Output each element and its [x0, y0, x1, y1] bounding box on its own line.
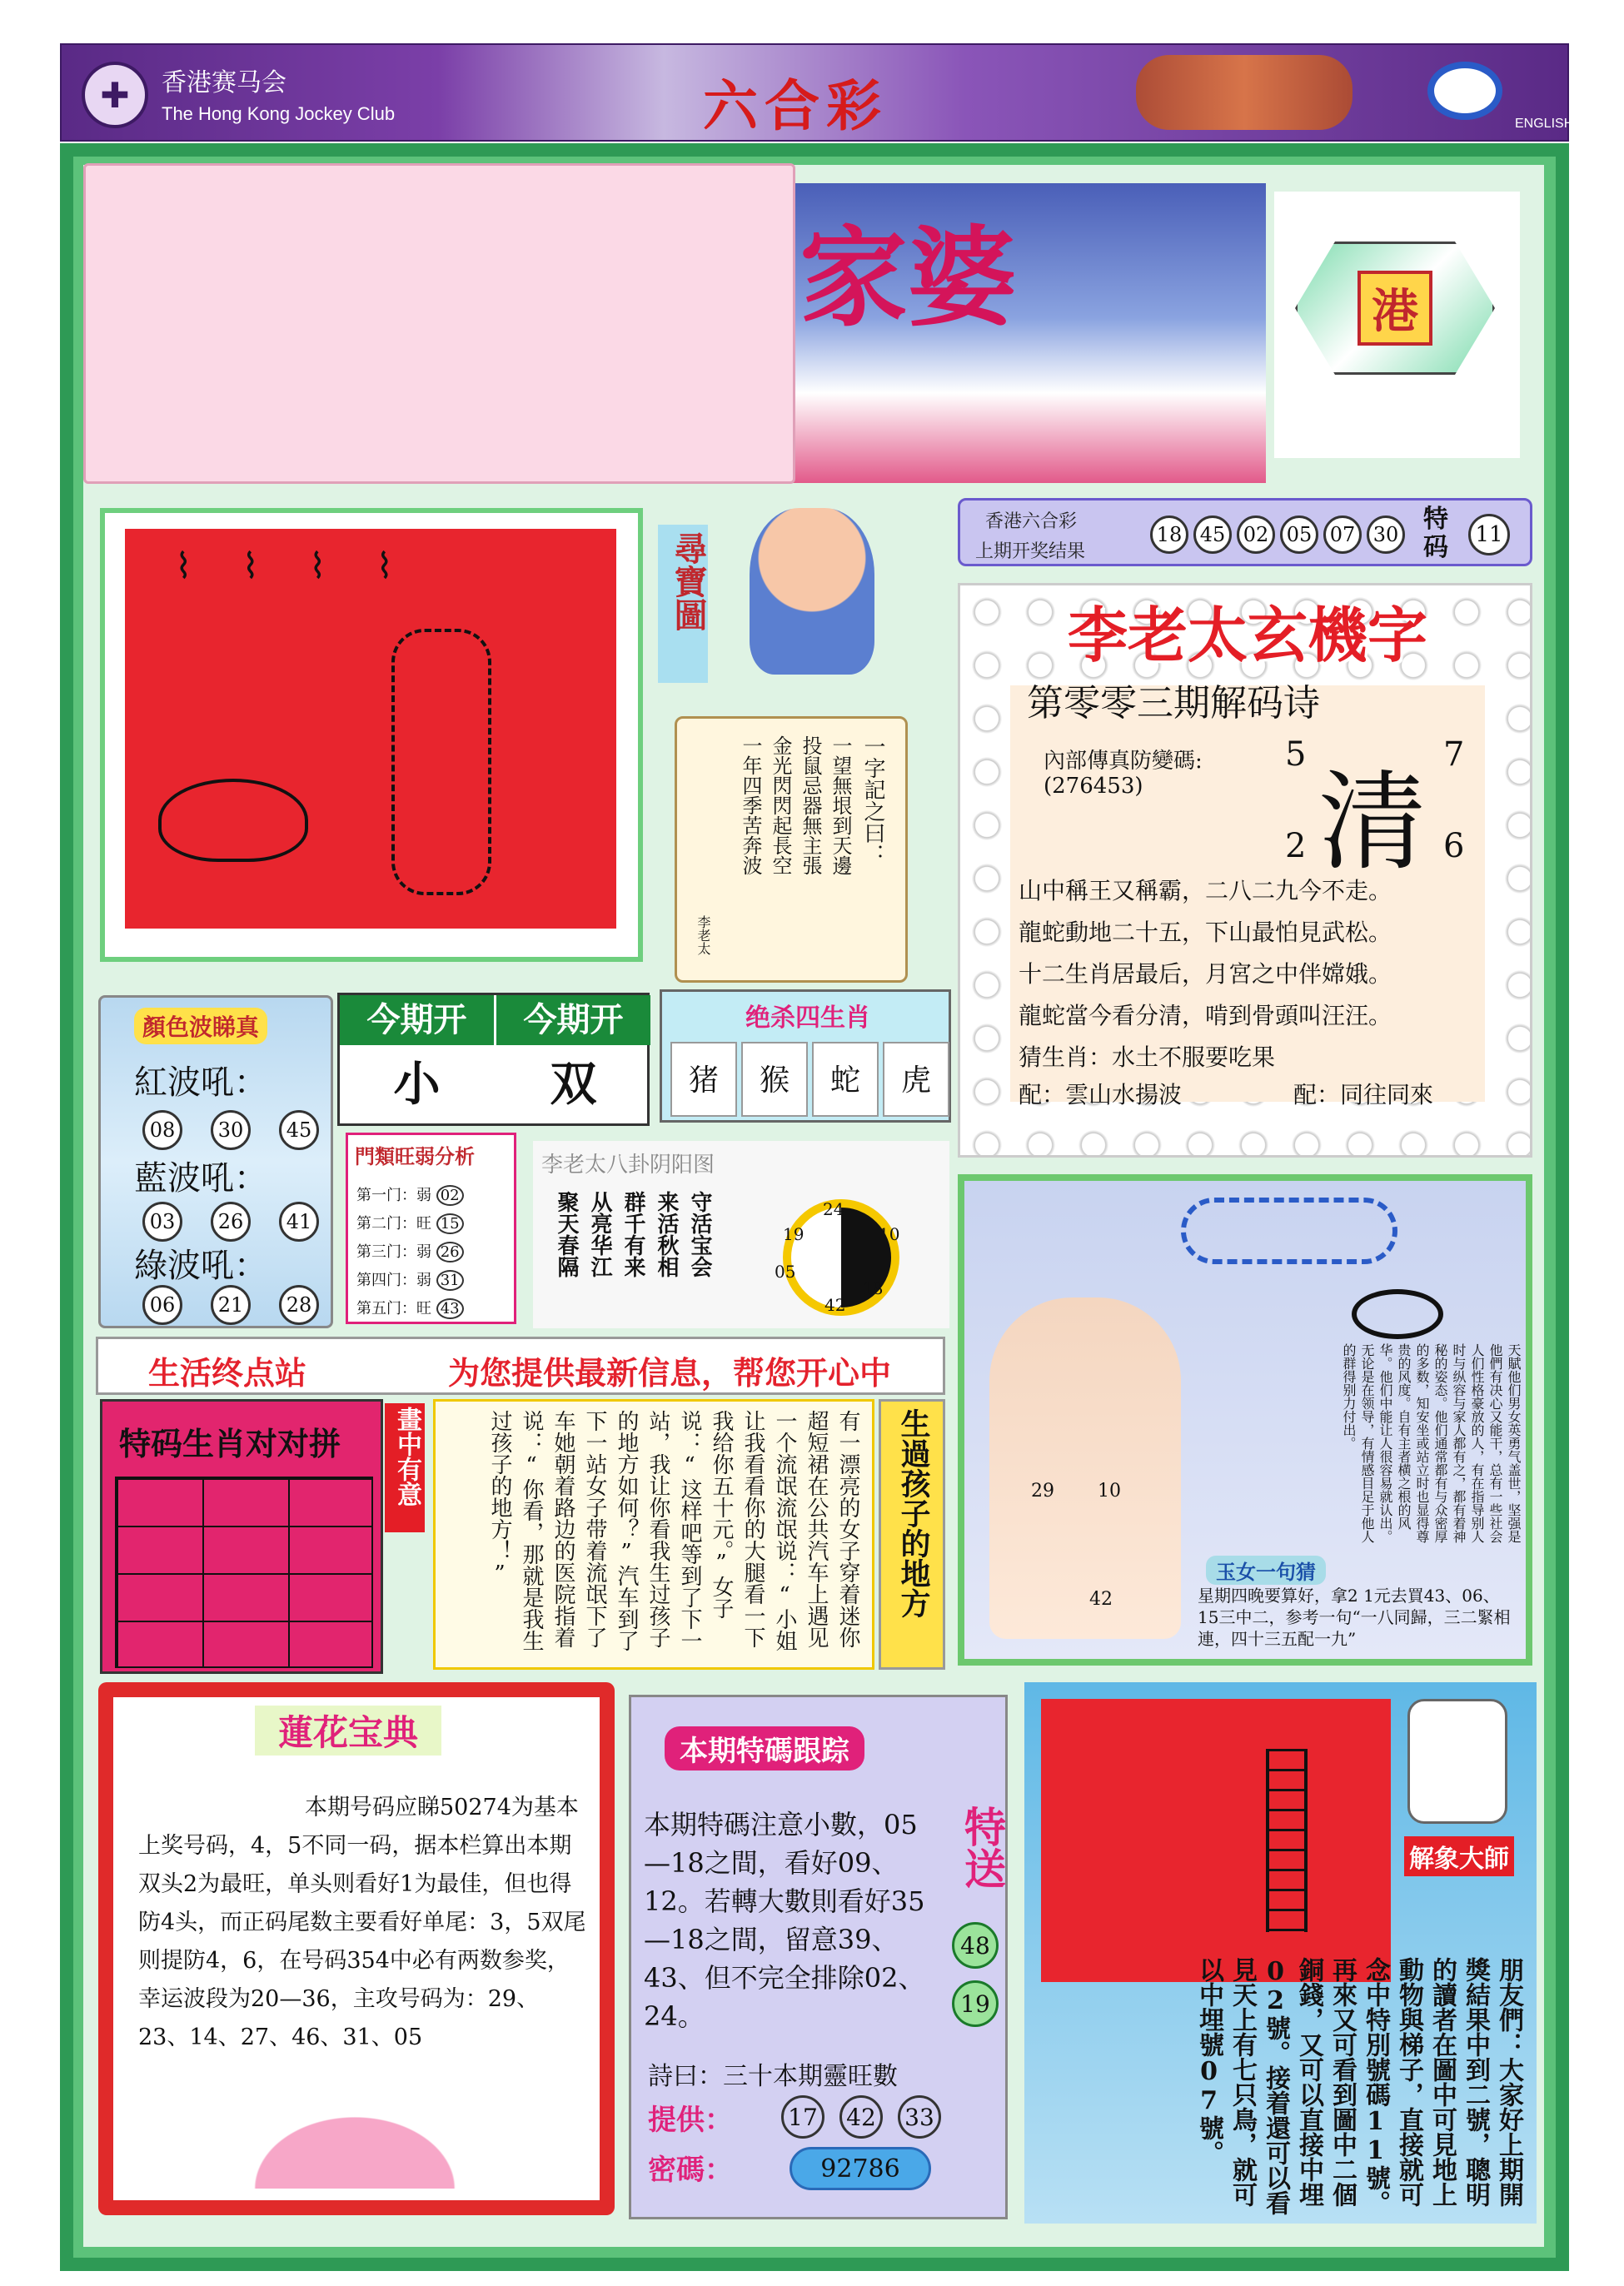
poem-pair-2: 配：同往同來 [1293, 1081, 1434, 1108]
result-ball-1: 18 [1150, 515, 1188, 554]
red-wave-label: 紅波吼： [134, 1063, 267, 1102]
bagua-num-2: 10 [879, 1224, 900, 1244]
lantern-panel [1274, 192, 1520, 458]
bagua-title: 李老太八卦阴阳图 [541, 1153, 715, 1178]
poem-issue: 第零零三期解码诗 [1027, 682, 1320, 725]
horse-racing-image [1136, 55, 1353, 130]
treasure-title [658, 525, 708, 683]
result-ball-5: 07 [1323, 515, 1362, 554]
snake-icon [1352, 1289, 1443, 1339]
result-ball-3: 02 [1237, 515, 1275, 554]
poem-corner-3: 2 [1285, 827, 1307, 865]
chain-drawing [391, 629, 491, 895]
open-header-1: 今期开 [340, 995, 494, 1045]
scroll-line-4: 一年四季苦奔波 [739, 735, 762, 875]
master-drawing [1041, 1699, 1391, 1982]
bagua-num-5: 05 [775, 1262, 796, 1282]
track-poem: 詩曰：三十本期靈旺數 [648, 2062, 898, 2091]
zodiac-grid-title: 特码生肖对对拼 [119, 1425, 341, 1462]
pig-mascot-icon [750, 508, 874, 675]
open-value-1: 小 [393, 1057, 441, 1112]
scroll-author: 李老太 [695, 915, 711, 955]
poem-corner-2: 7 [1443, 735, 1465, 774]
door-state: 弱 [416, 1187, 431, 1204]
bagua-col-1: 聚天春隔 [554, 1191, 579, 1277]
result-ball-6: 30 [1367, 515, 1405, 554]
jockey-club-logo[interactable]: ✚ [82, 62, 148, 128]
kill-item-3: 蛇 [812, 1042, 879, 1117]
blue-ball-3: 41 [279, 1202, 319, 1242]
door-label: 第五门： [356, 1300, 416, 1317]
poem-corner-4: 6 [1443, 827, 1465, 865]
door-state: 弱 [416, 1243, 431, 1261]
results-label-1: 香港六合彩 [985, 511, 1078, 532]
story-side [879, 1399, 945, 1670]
story-text: 有一漂亮的女子穿着迷你超短裙在公共汽车上遇见一个流氓流氓说：“小姐让我看看你的大腿看一下我给你五十元。”女子说：“这样吧等到了下一站，我让你看我生过孩子的地方如何？”汽车到了下一站女子带着流氓下了车她朝着路边的医院指着说：“你看，那就是我生过孩子的地方！” [487, 1410, 860, 1651]
track-special-2: 19 [952, 1980, 999, 2027]
track-pw-label: 密碼： [648, 2154, 733, 2187]
olympic-rings-icon [1181, 1198, 1397, 1264]
club-name-cn: 香港赛马会 [162, 69, 286, 97]
open-header-2: 今期开 [496, 995, 650, 1045]
kill-item-4: 虎 [883, 1042, 949, 1117]
pink-blank-panel [83, 163, 795, 484]
rabbit-drawing [158, 779, 308, 862]
green-ball-3: 28 [279, 1285, 319, 1325]
results-strip [958, 498, 1532, 566]
girl-panel [958, 1174, 1532, 1666]
red-ball-1: 08 [142, 1110, 182, 1150]
kill-panel [660, 989, 951, 1123]
bagua-panel [533, 1141, 949, 1328]
poem-code-label: 內部傳真防變碼: [1044, 749, 1203, 774]
kill-item-2: 猴 [741, 1042, 808, 1117]
blue-wave-label: 藍波吼： [134, 1159, 267, 1198]
kill-item-1: 猪 [670, 1042, 737, 1117]
bagua-num-3: 18 [862, 1278, 884, 1298]
track-text: 本期特碼注意小數，05—18之間，看好09、12。若轉大數則看好35—18之間，留意39、43、但不完全排除02、24。 [644, 1809, 925, 2032]
provide-ball-3: 33 [898, 2095, 941, 2139]
track-title: 本期特碼跟踪 [665, 1726, 864, 1771]
lotus-text: 本期号码应睇50274为基本上奖号码，4，5不同一码，据本栏算出本期双头2为最旺，单头则看好1为最佳，但也得防4头，而正码尾数主要看好单尾：3，5双尾则提防4，6，在号码354中必有两数参奖，幸运波段为20—36，主攻号码为：29、23、14、27、46、31、05 [138, 1795, 586, 2050]
poem-line-3: 十二生肖居最后，月宮之中伴嫦娥。 [1019, 960, 1392, 988]
girl-num-1: 29 [1031, 1481, 1054, 1502]
girl-num-2: 10 [1098, 1481, 1121, 1502]
master-icon [1407, 1699, 1507, 1824]
poem-line-5: 猜生肖：水土不服要吃果 [1019, 1043, 1276, 1071]
top-header [60, 43, 1574, 142]
club-name-en: The Hong Kong Jockey Club [162, 103, 396, 124]
door-row-3 [356, 1240, 464, 1262]
poem-line-2: 龍蛇動地二十五，下山最怕見武松。 [1019, 919, 1392, 946]
story-side-text: 生過孩子的地方 [896, 1408, 931, 1618]
lotus-panel [98, 1682, 615, 2215]
scroll-heading: 一字記之曰： [860, 735, 885, 865]
track-special-1: 48 [952, 1922, 999, 1969]
girl-poem: 天賦他们男女英勇气盖世，坚强是他們有决心又能干，总有一些社会人们性格豪放的人，有在指导别人时与纵容与家人都有之，都有着神秘的姿态。他们通常都有与众密厚的多数，知安坐或站立时也显得尊贵的风度。自有主者横之根的风华。他们中能让人很容易就认出。无论是在领导，有情感目足于他人的群得别力付出。 [1341, 1343, 1522, 1543]
life-banner-title: 生活终点站 [148, 1354, 307, 1392]
poem-title: 李老太玄機字 [1067, 600, 1427, 670]
green-ball-1: 06 [142, 1285, 182, 1325]
paint-tag [385, 1403, 425, 1532]
life-banner [96, 1337, 945, 1395]
track-panel [629, 1695, 1008, 2219]
bagua-num-4: 42 [824, 1295, 846, 1315]
girl-num-3: 42 [1089, 1589, 1113, 1610]
zodiac-grid [115, 1477, 373, 1668]
door-label: 第四门： [356, 1272, 416, 1289]
waves-title: 顏色波睇真 [134, 1008, 267, 1044]
red-ball-2: 30 [211, 1110, 251, 1150]
bagua-col-5: 守活宝会 [687, 1191, 712, 1277]
poem-pair-1: 配：雲山水揚波 [1019, 1081, 1183, 1108]
red-ball-3: 45 [279, 1110, 319, 1150]
track-special-label: 特送 [958, 1805, 1007, 1889]
open-panel [337, 993, 650, 1126]
result-ball-2: 45 [1193, 515, 1232, 554]
master-panel [1024, 1682, 1537, 2224]
door-row-2 [356, 1212, 464, 1233]
poem-line-1: 山中稱王又稱霸，二八二九今不走。 [1019, 877, 1392, 904]
blue-ball-1: 03 [142, 1202, 182, 1242]
door-label: 第一门： [356, 1187, 416, 1204]
door-row-4 [356, 1268, 464, 1290]
result-ball-4: 05 [1280, 515, 1318, 554]
poem-panel [958, 583, 1532, 1158]
door-state: 旺 [416, 1215, 431, 1233]
door-state: 旺 [416, 1300, 431, 1317]
waves-panel [98, 995, 333, 1328]
treasure-title-text: 尋寶圖 [669, 531, 708, 631]
track-provide-label: 提供： [648, 2104, 733, 2137]
lotus-title: 蓮花宝典 [255, 1706, 441, 1756]
girl-photo [989, 1297, 1181, 1639]
door-num: 43 [436, 1298, 464, 1319]
poem-line-4: 龍蛇當今看分清，啃到骨頭叫汪汪。 [1019, 1002, 1392, 1029]
door-state: 弱 [416, 1272, 431, 1289]
lantern-badge: 港 [1357, 271, 1432, 346]
bagua-col-4: 来活秋相 [654, 1191, 679, 1277]
kill-title: 绝杀四生肖 [745, 1004, 870, 1033]
green-ball-2: 21 [211, 1285, 251, 1325]
special-label: 特码 [1423, 505, 1448, 562]
paint-tag-text: 畫中有意 [392, 1407, 421, 1507]
mark-six-title: 六合彩 [703, 73, 888, 138]
story-panel [433, 1399, 874, 1670]
bagua-num-6: 19 [783, 1224, 805, 1244]
green-wave-label: 綠波吼： [134, 1247, 267, 1285]
english-link[interactable]: ENGLISH [1515, 117, 1574, 131]
door-label: 第三门： [356, 1243, 416, 1261]
riddle-title: 玉女一句猜 [1206, 1556, 1326, 1585]
track-pw: 92786 [790, 2147, 931, 2190]
ladder-drawing [1266, 1749, 1308, 1932]
master-title: 解象大師 [1404, 1836, 1514, 1876]
provide-ball-1: 17 [781, 2095, 824, 2139]
lotus-flower-icon [238, 2105, 471, 2189]
master-text: 朋友們：大家好上期開獎結果中到二號，聰明的讀者在圖中可見地上動物與梯子，直接就可念中特別號碼11號。再來又可看到圖中二個銅錢，又可以直接中埋02號。接着還可以看見天上有七只鳥，就可以中埋號07號。 [1194, 1957, 1523, 2215]
bagua-col-3: 群千有来 [620, 1191, 645, 1277]
open-value-2: 双 [550, 1057, 597, 1112]
birds-drawing: ⌇⌇⌇⌇ [175, 545, 444, 586]
banner-title: 家婆 [800, 214, 1017, 341]
door-num: 26 [436, 1242, 464, 1263]
poem-corner-1: 5 [1285, 735, 1307, 774]
bagua-num-1: 24 [823, 1199, 844, 1219]
riddle-text: 星期四晚要算好，拿2 1元去買43、06、15三中二，参考一句“一八同歸，三二緊相連，四十三五配一九” [1198, 1586, 1511, 1649]
doors-title: 門類旺弱分析 [355, 1144, 475, 1168]
door-num: 15 [436, 1213, 464, 1234]
door-num: 02 [436, 1185, 464, 1206]
doors-panel [346, 1133, 516, 1324]
results-label-2: 上期开奖结果 [975, 541, 1086, 562]
door-row-1 [356, 1183, 464, 1205]
door-num: 31 [436, 1270, 464, 1291]
scroll-line-1: 一望無垠到天邊 [829, 735, 852, 875]
poem-code: (276453) [1044, 774, 1143, 799]
provide-ball-2: 42 [839, 2095, 883, 2139]
marksix-logo-icon[interactable] [1427, 62, 1502, 120]
bagua-col-2: 从亮华江 [587, 1191, 612, 1277]
door-row-5 [356, 1297, 464, 1318]
scroll-panel [675, 716, 908, 983]
scroll-line-2: 投鼠忌器無主張 [799, 735, 822, 875]
poem-big-char: 清 [1318, 759, 1427, 885]
scroll-line-3: 金光閃閃起長空 [769, 735, 792, 875]
life-banner-sub: 为您提供最新信息，帮您开心中 [448, 1354, 892, 1392]
special-ball: 11 [1468, 514, 1510, 555]
treasure-map-red [125, 529, 616, 929]
zodiac-grid-panel [100, 1399, 383, 1674]
blue-ball-2: 26 [211, 1202, 251, 1242]
door-label: 第二门： [356, 1215, 416, 1233]
